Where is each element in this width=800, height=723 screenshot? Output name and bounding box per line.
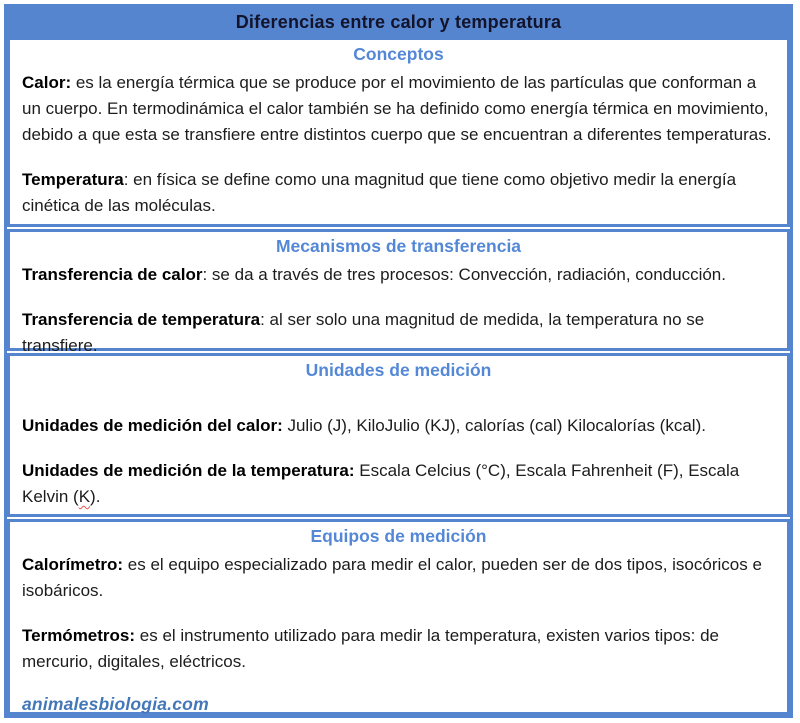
paragraph-termometros (22, 623, 775, 675)
term-label: Calorímetro: (22, 555, 124, 574)
term-label: Unidades de medición de la temperatura: (22, 461, 355, 480)
title-bar (7, 7, 790, 37)
term-label: Transferencia de temperatura (22, 310, 261, 329)
term-definition: es el instrumento utilizado para medir la temperatura, existen varios tipos: de mercurio, digitales, eléctricos. (22, 626, 719, 671)
term-definition-tail: ). (90, 487, 101, 506)
section-unidades (7, 353, 790, 517)
section-equipos (7, 519, 790, 715)
term-definition: Escala Celcius (°C), Escala Fahrenheit (F), Escala Kelvin ( (22, 461, 740, 506)
term-definition: : en física se define como una magnitud que tiene como objetivo medir la energía cinética de las moléculas. (22, 170, 737, 215)
term-definition: es la energía térmica que se produce por el movimiento de las partículas que conforman a un cuerpo. En termodinámica el calor también se ha definido como energía térmica en movimiento, debido a que esta se transfiere entre distintos cuerpo que se encuentran a diferentes temperaturas. (22, 73, 772, 144)
section-heading-unidades: Unidades de medición (305, 360, 492, 380)
paragraph-unidades-temperatura (22, 458, 775, 510)
paragraph-calor (22, 70, 775, 148)
paragraph-transferencia-calor (22, 262, 775, 288)
page-title: Diferencias entre calor y temperatura (235, 11, 562, 32)
paragraph-temperatura (22, 167, 775, 219)
term-definition: : al ser solo una magnitud de medida, la temperatura no se transfiere. (22, 310, 705, 355)
spellcheck-word: K (78, 487, 91, 506)
document-frame (4, 4, 793, 718)
term-label: Transferencia de calor (22, 265, 203, 284)
term-label: Unidades de medición del calor: (22, 416, 283, 435)
website-credit: animalesbiologia.com (22, 694, 209, 714)
section-mecanismos (7, 229, 790, 355)
term-definition: Julio (J), KiloJulio (KJ), calorías (cal) Kilocalorías (kcal). (282, 416, 706, 435)
section-heading-equipos: Equipos de medición (310, 526, 487, 546)
term-label: Calor: (22, 73, 72, 92)
term-label: Termómetros: (22, 626, 136, 645)
paragraph-transferencia-temperatura (22, 307, 775, 359)
term-definition: : se da a través de tres procesos: Convección, radiación, conducción. (202, 265, 726, 284)
term-label: Temperatura (22, 170, 124, 189)
section-heading-conceptos: Conceptos (353, 44, 444, 64)
paragraph-unidades-calor (22, 413, 775, 439)
paragraph-calorimetro (22, 552, 775, 604)
section-conceptos (7, 37, 790, 227)
term-definition: es el equipo especializado para medir el calor, pueden ser de dos tipos, isocóricos e isobáricos. (22, 555, 762, 600)
section-heading-mecanismos: Mecanismos de transferencia (275, 236, 522, 256)
